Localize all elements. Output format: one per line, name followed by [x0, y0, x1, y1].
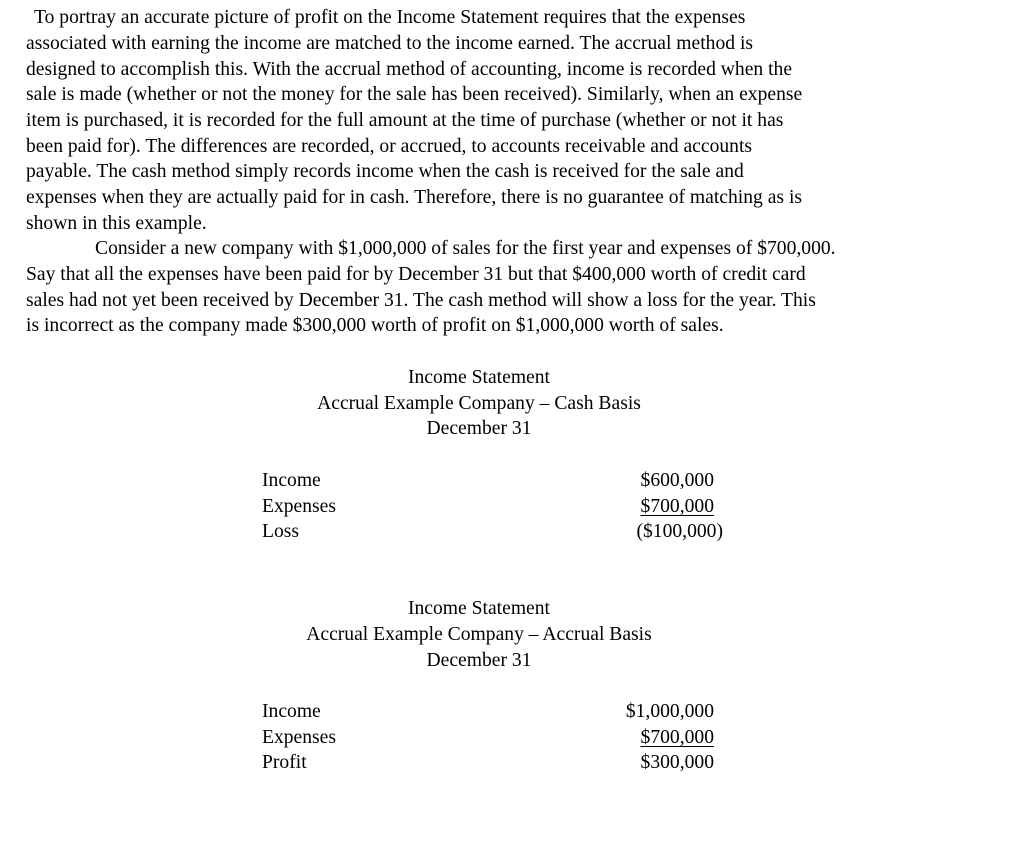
row-label-expenses: Expenses [262, 727, 337, 748]
text-line: Consider a new company with $1,000,000 of sales for the first year and expenses of $700,000. [95, 238, 836, 259]
text-line: Say that all the expenses have been paid for by December 31 but that $400,000 worth of credit card [26, 264, 806, 285]
text-line: payable. The cash method simply records income when the cash is received for the sale and [26, 161, 744, 182]
row-amount-income: $600,000 [640, 470, 714, 491]
statement-company: Accrual Example Company – Cash Basis [317, 393, 641, 414]
text-line: shown in this example. [26, 213, 207, 234]
statement-date: December 31 [426, 418, 532, 439]
text-line: To portray an accurate picture of profit on the Income Statement requires that the expenses [34, 7, 746, 28]
row-label-loss: Loss [262, 521, 300, 542]
row-label-profit: Profit [262, 752, 307, 773]
text-line: associated with earning the income are matched to the income earned. The accrual method is [26, 33, 754, 54]
statement-date: December 31 [426, 650, 532, 671]
statement-title: Income Statement [407, 598, 550, 619]
text-line: been paid for). The differences are recorded, or accrued, to accounts receivable and accounts [26, 136, 753, 157]
row-label-expenses: Expenses [262, 496, 337, 517]
text-line: designed to accomplish this. With the accrual method of accounting, income is recorded when the [26, 59, 793, 80]
row-amount-loss: ($100,000) [636, 521, 723, 542]
row-amount-expenses: $700,000 [640, 727, 714, 748]
row-label-income: Income [262, 701, 321, 722]
text-line: sale is made (whether or not the money for the sale has been received). Similarly, when an expense [26, 84, 803, 105]
text-line: item is purchased, it is recorded for the full amount at the time of purchase (whether or not it has [26, 110, 784, 131]
statement-title: Income Statement [407, 367, 550, 388]
row-label-income: Income [262, 470, 321, 491]
row-amount-income: $1,000,000 [625, 701, 714, 722]
text-line: sales had not yet been received by December 31. The cash method will show a loss for the year. This [26, 290, 816, 311]
text-line: expenses when they are actually paid for in cash. Therefore, there is no guarantee of matching as is [26, 187, 803, 208]
statement-company: Accrual Example Company – Accrual Basis [306, 624, 652, 645]
row-amount-profit: $300,000 [640, 752, 714, 773]
row-amount-expenses: $700,000 [640, 496, 714, 517]
text-line: is incorrect as the company made $300,000 worth of profit on $1,000,000 worth of sales. [26, 315, 724, 336]
